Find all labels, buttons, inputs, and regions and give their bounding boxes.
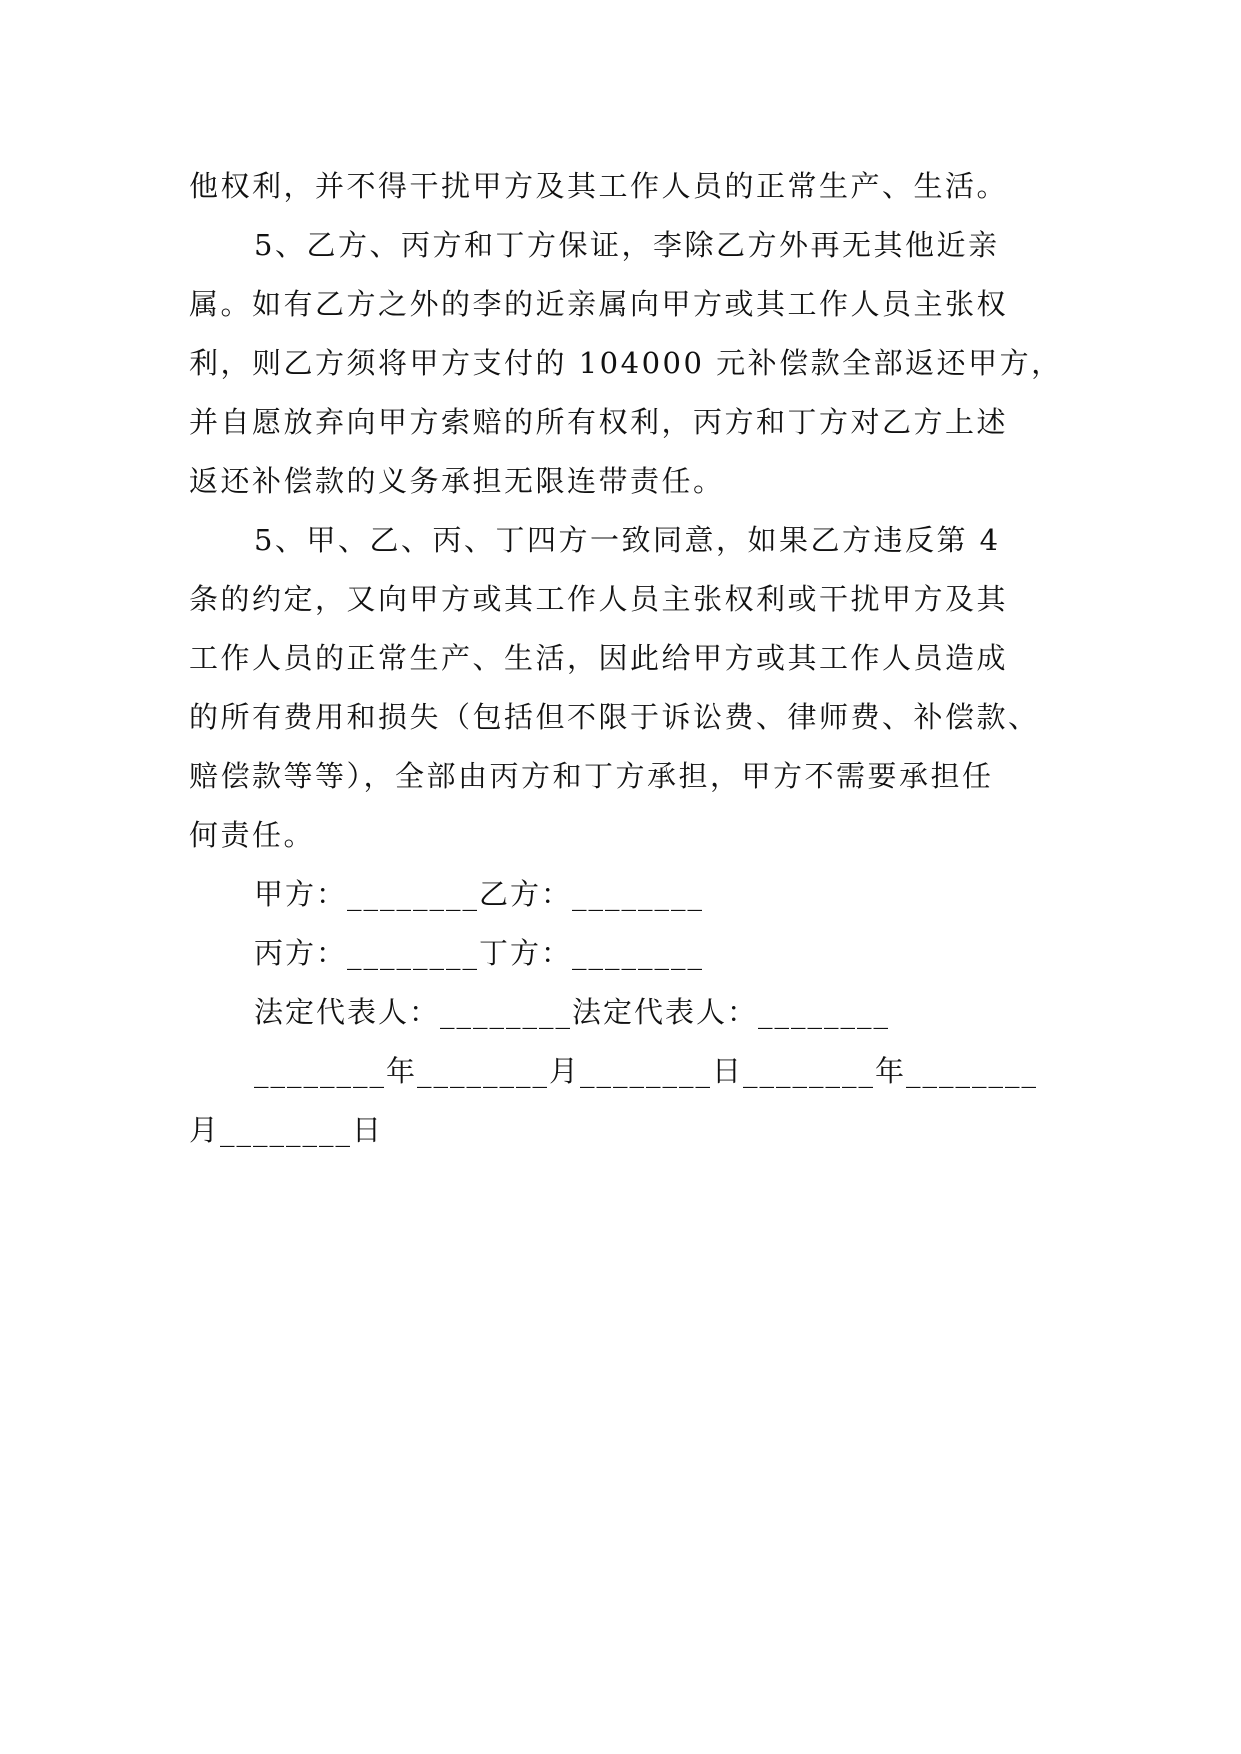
paragraph-line: 工作人员的正常生产、生活，因此给甲方或其工作人员造成 [189,641,1009,675]
signature-line-party-c-d: 丙方：________丁方：________ [254,936,705,970]
paragraph-line: 条的约定，又向甲方或其工作人员主张权利或干扰甲方及其 [189,582,1009,616]
signature-line-legal-representative: 法定代表人：________法定代表人：________ [254,995,891,1029]
signature-line-date: ________年________月________日________年________ [254,1054,1039,1088]
paragraph-line: 5、乙方、丙方和丁方保证，李除乙方外再无其他近亲 [254,228,1000,262]
paragraph-line: 他权利，并不得干扰甲方及其工作人员的正常生产、生活。 [189,169,1009,203]
paragraph-line: 返还补偿款的义务承担无限连带责任。 [189,464,725,498]
paragraph-line: 何责任。 [189,818,316,852]
paragraph-line: 5、甲、乙、丙、丁四方一致同意，如果乙方违反第 4 [254,523,1001,557]
paragraph-line: 赔偿款等等），全部由丙方和丁方承担，甲方不需要承担任 [189,759,994,793]
paragraph-line: 属。如有乙方之外的李的近亲属向甲方或其工作人员主张权 [189,287,1009,321]
paragraph-line: 的所有费用和损失（包括但不限于诉讼费、律师费、补偿款、 [189,700,1040,734]
paragraph-line: 利，则乙方须将甲方支付的 104000 元补偿款全部返还甲方， [189,346,1063,380]
signature-line-date-continued: 月________日 [189,1113,384,1147]
paragraph-line: 并自愿放弃向甲方索赔的所有权利，丙方和丁方对乙方上述 [189,405,1009,439]
signature-line-party-a-b: 甲方：________乙方：________ [254,877,705,911]
